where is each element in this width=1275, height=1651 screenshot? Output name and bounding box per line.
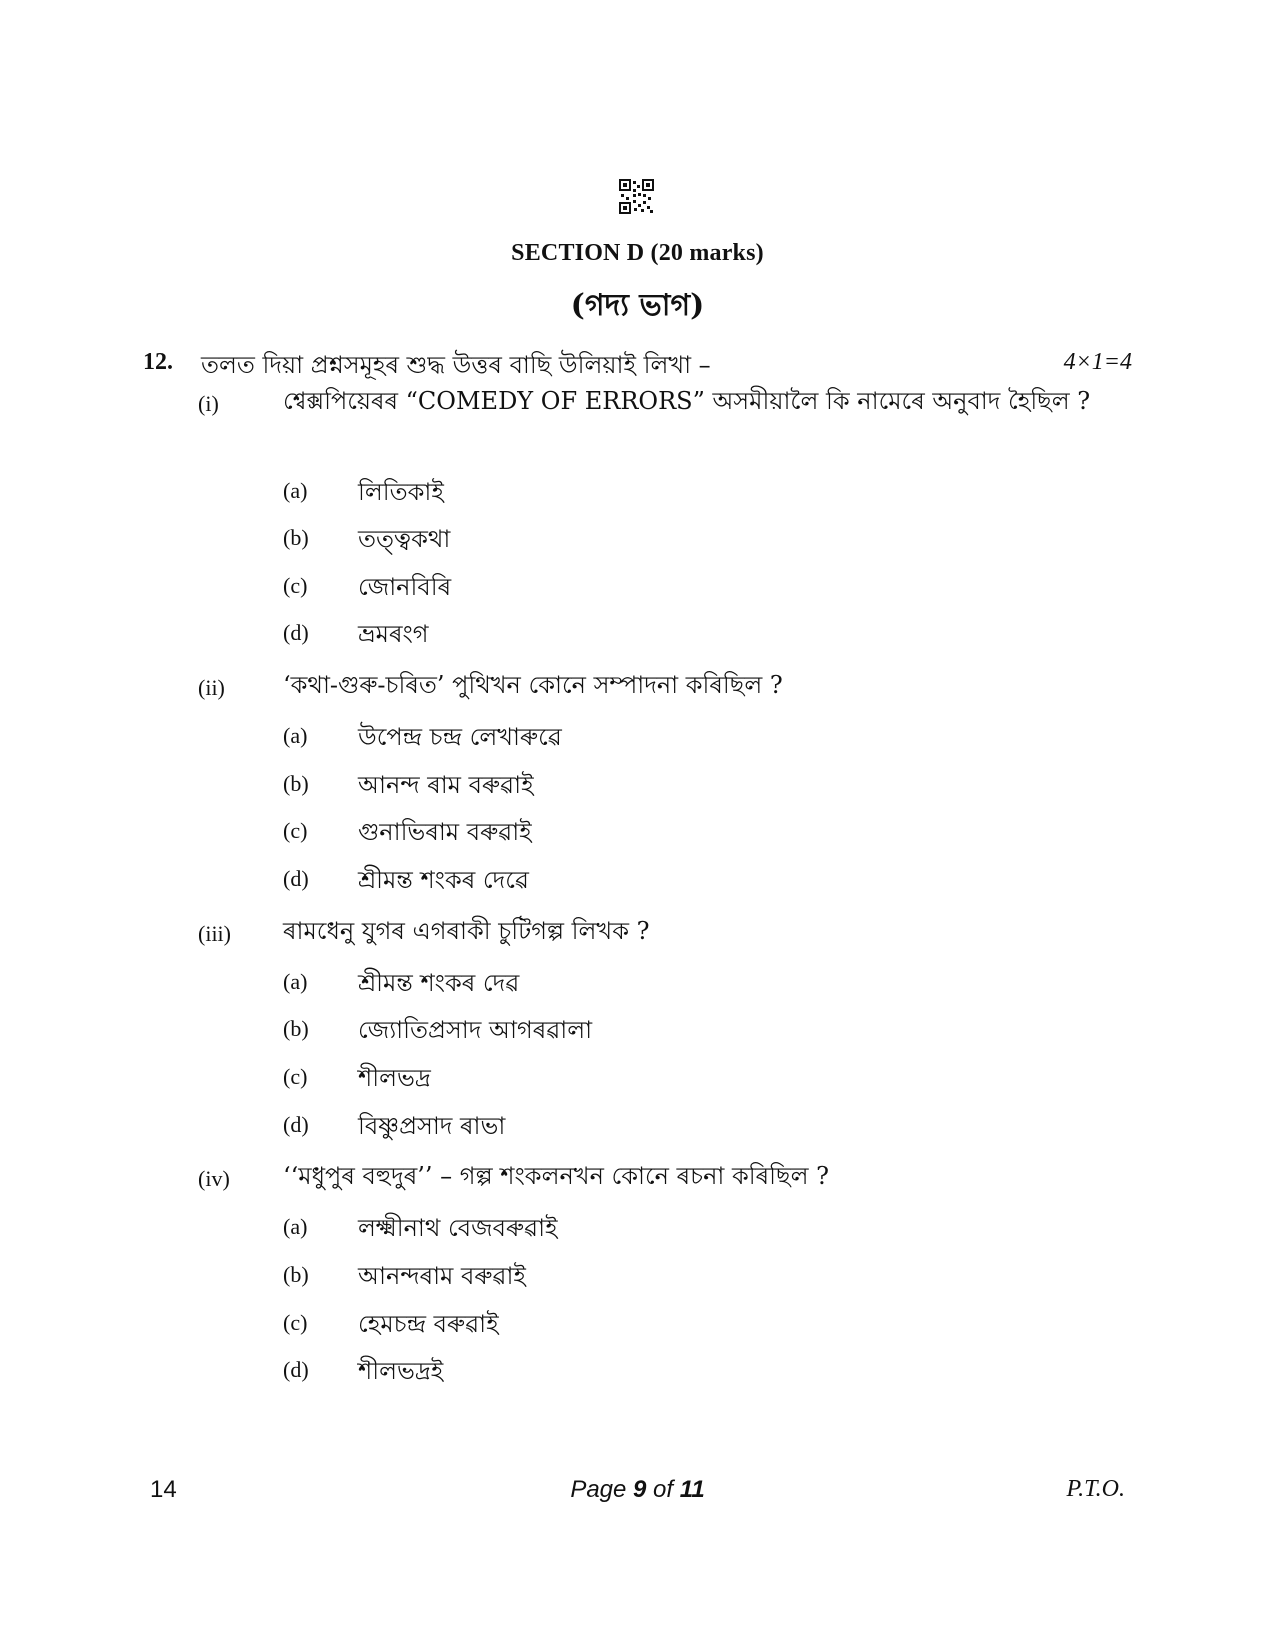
option-text: তত্ত্বকথা <box>358 525 451 553</box>
option-text: লিতিকাই <box>358 478 444 506</box>
subquestion-text: শ্বেক্সপিয়েৰৰ “COMEDY OF ERRORS” অসমীয়ালৈ কি নামেৰে অনুবাদ হৈছিল ? <box>283 387 1091 415</box>
option-text: জ্যোতিপ্ৰসাদ আগৰৱালা <box>358 1016 593 1044</box>
page-prefix: Page <box>570 1476 634 1503</box>
subquestion-text: ৰামধেনু যুগৰ এগৰাকী চুটিগল্প লিখক ? <box>283 917 650 945</box>
option-label: (d) <box>283 1357 309 1382</box>
option-label: (c) <box>283 1064 308 1089</box>
question-stem: তলত দিয়া প্ৰশ্নসমূহৰ শুদ্ধ উত্তৰ বাছি উলিয়াই লিখা – <box>201 351 711 379</box>
option-text: লক্ষ্মীনাথ বেজবৰুৱাই <box>358 1214 558 1242</box>
option-label: (c) <box>283 818 308 843</box>
option-label: (a) <box>283 1214 308 1239</box>
page-of: of <box>646 1476 680 1503</box>
option-label: (d) <box>283 620 309 645</box>
pto-label: P.T.O. <box>1066 1476 1125 1502</box>
option-label: (c) <box>283 573 308 598</box>
option-label: (b) <box>283 525 309 550</box>
question-marks: 4×1=4 <box>1063 349 1132 375</box>
option-label: (d) <box>283 866 309 891</box>
option-text: জোনবিৰি <box>358 573 452 601</box>
option-text: আনন্দৰাম বৰুৱাই <box>358 1262 526 1290</box>
option-text: হেমচন্দ্ৰ বৰুৱাই <box>358 1310 499 1338</box>
section-title: SECTION D (20 marks) <box>511 240 764 266</box>
subquestion-label: (i) <box>198 391 219 416</box>
subquestion-label: (iii) <box>198 921 231 946</box>
paper-code: 14 <box>150 1476 177 1503</box>
subquestion-label: (iv) <box>198 1166 230 1191</box>
option-text: আনন্দ ৰাম বৰুৱাই <box>358 771 534 799</box>
option-label: (d) <box>283 1112 309 1137</box>
section-subtitle: (গদ্য ভাগ) <box>570 288 705 323</box>
option-label: (b) <box>283 1016 309 1041</box>
option-text: শীলভদ্ৰই <box>358 1357 444 1385</box>
option-label: (a) <box>283 969 308 994</box>
option-label: (a) <box>283 723 308 748</box>
option-label: (b) <box>283 1262 309 1287</box>
option-text: শ্ৰীমন্ত শংকৰ দেৱ <box>358 969 520 997</box>
option-text: শ্ৰীমন্ত শংকৰ দেৱে <box>358 866 529 894</box>
option-label: (c) <box>283 1310 308 1335</box>
option-text: ভ্ৰমৰংগ <box>358 620 429 648</box>
option-text: বিষ্ণুপ্ৰসাদ ৰাভা <box>358 1112 506 1140</box>
page-current: 9 <box>633 1476 647 1503</box>
option-text: শীলভদ্ৰ <box>358 1064 431 1092</box>
subquestion-text: ‘‘মধুপুৰ বহুদুৰ’’ – গল্প শংকলনখন কোনে ৰচনা কৰিছিল ? <box>283 1162 829 1190</box>
page-total: 11 <box>679 1476 705 1503</box>
option-text: উপেন্দ্ৰ চন্দ্ৰ লেখাৰুৱে <box>358 723 562 751</box>
option-text: গুনাভিৰাম বৰুৱাই <box>358 818 532 846</box>
subquestion-text: ‘কথা-গুৰু-চৰিত’ পুথিখন কোনে সম্পাদনা কৰিছিল ? <box>283 671 783 699</box>
subquestion-label: (ii) <box>198 675 225 700</box>
qr-code-icon <box>619 179 654 214</box>
option-label: (a) <box>283 478 308 503</box>
question-number: 12. <box>143 349 173 375</box>
option-label: (b) <box>283 771 309 796</box>
